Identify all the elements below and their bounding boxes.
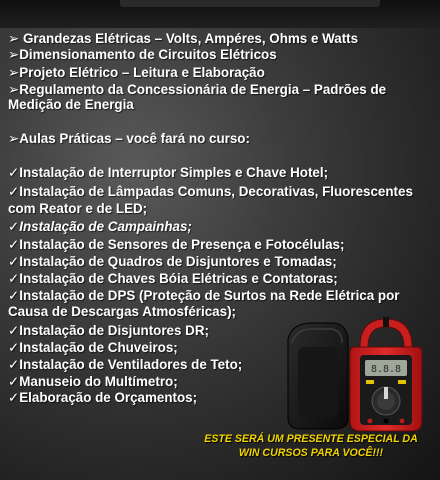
practical-item: ✓Instalação de Sensores de Presença e Fotocélulas; xyxy=(8,237,345,252)
header-cropped-title xyxy=(120,0,380,7)
practical-item: ✓Manuseio do Multímetro; xyxy=(8,374,178,389)
multimeter-image xyxy=(282,317,430,433)
practical-item: ✓Instalação de Interruptor Simples e Chave Hotel; xyxy=(8,165,329,180)
topic-item: ➢Dimensionamento de Circuitos Elétricos xyxy=(8,47,277,62)
practical-item: ✓Instalação de DPS (Proteção de Surtos na Rede Elétrica por Causa de Descargas Atmosféricas); xyxy=(8,288,400,319)
practical-item: ✓Instalação de Chuveiros; xyxy=(8,340,178,355)
promo-line-1: ESTE SERÁ UM PRESENTE ESPECIAL DA xyxy=(204,433,418,445)
practical-item: ✓Instalação de Disjuntores DR; xyxy=(8,323,209,338)
promo-line-2: WIN CURSOS PARA VOCÊ!!! xyxy=(238,447,384,459)
practical-item: ✓Instalação de Lâmpadas Comuns, Decorativas, Fluorescentes com Reator e de LED; xyxy=(8,184,413,216)
header-bar xyxy=(0,0,440,28)
promo-text xyxy=(186,432,436,460)
practical-item: ✓Instalação de Ventiladores de Teto; xyxy=(8,357,243,372)
practical-item: ✓Instalação de Quadros de Disjuntores e Tomadas; xyxy=(8,254,337,269)
practical-heading: ➢Aulas Práticas – você fará no curso: xyxy=(8,131,250,146)
topic-item: ➢ Grandezas Elétricas – Volts, Ampéres, Ohms e Watts xyxy=(8,31,359,46)
practical-item: ✓Instalação de Chaves Bóia Elétricas e Contatoras; xyxy=(8,271,338,286)
svg-text:8.8.8: 8.8.8 xyxy=(370,364,402,375)
topic-item: ➢Regulamento da Concessionária de Energia – Padrões de Medição de Energia xyxy=(8,82,387,112)
topic-item: ➢Projeto Elétrico – Leitura e Elaboração xyxy=(8,65,265,80)
practical-item: ✓Instalação de Campainhas; xyxy=(8,219,192,234)
practical-item: ✓Elaboração de Orçamentos; xyxy=(8,390,198,405)
